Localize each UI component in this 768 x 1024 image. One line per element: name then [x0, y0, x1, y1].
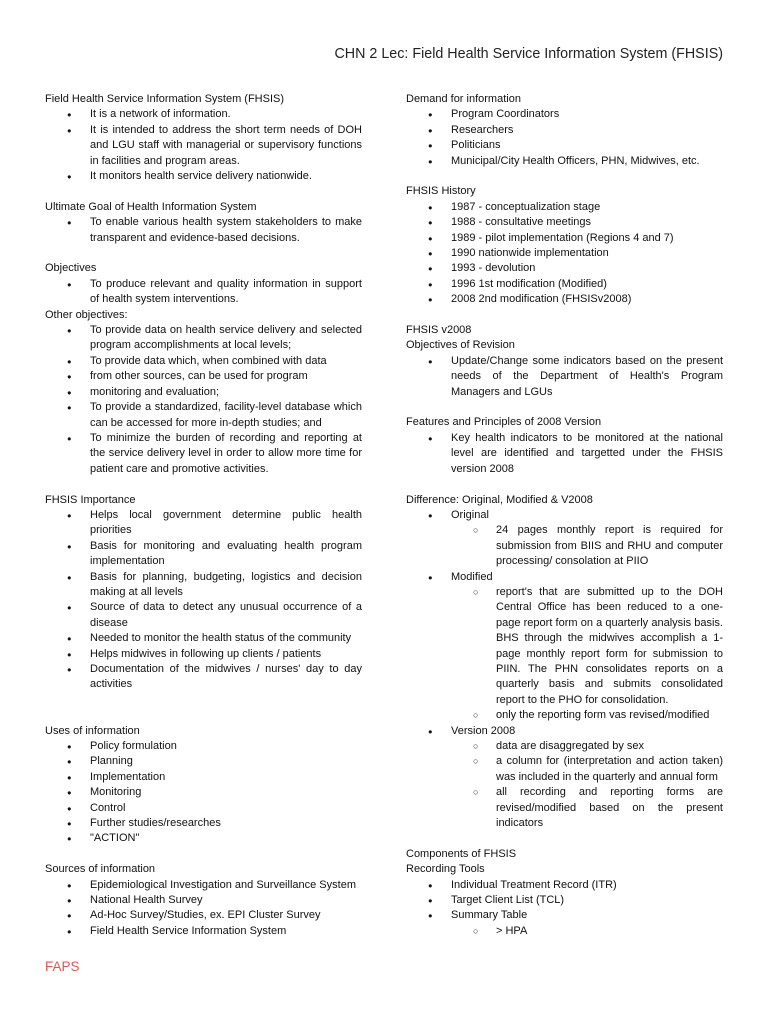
list-item-label: ● Original [451, 508, 489, 521]
v2008-section [406, 323, 723, 400]
bullet-list [406, 354, 723, 400]
list-item: ● 1988 - consultative meetings [406, 215, 723, 230]
list-item: ● "ACTION" [45, 831, 362, 846]
nested-list-item: ○ report's that are submitted up to the DOH Central Office has been reduced to a one-page report form on a quarterly analysis basis. BHS through the midwives accomplish a 1- page monthly report form for submission to PIIN. The PHN consolidates reports on a quarterly basis and submits consolidated report to the PHO for consolidation. [406, 585, 723, 708]
list-item: ● 1996 1st modification (Modified) [406, 277, 723, 292]
list-item: ● Individual Treatment Record (ITR) [406, 878, 723, 893]
nested-list-item: ○ data are disaggregated by sex [406, 739, 723, 754]
list-item: ● It is intended to address the short term needs of DOH and LGU staff with managerial or supervisory functions in facilities and program areas. [45, 123, 362, 169]
list-item: ● Summary Table [406, 908, 723, 923]
section-heading: Uses of information [45, 724, 140, 737]
list-item: ● Program Coordinators [406, 107, 723, 122]
list-item: ● 1990 nationwide implementation [406, 246, 723, 261]
list-item: ● Basis for planning, budgeting, logistics and decision making at all levels [45, 570, 362, 601]
bullet-list [406, 724, 723, 739]
list-item: ● Researchers [406, 123, 723, 138]
bullet-list [45, 878, 362, 940]
list-item: ● It is a network of information. [45, 107, 362, 122]
objectives-section [45, 261, 362, 477]
list-item: ● To produce relevant and quality information in support of health system interventions. [45, 277, 362, 308]
features-section [406, 415, 723, 477]
history-section [406, 184, 723, 307]
bullet-list [406, 107, 723, 169]
page-title: CHN 2 Lec: Field Health Service Information System (FHSIS) [334, 46, 723, 62]
fhsis-definition-section [45, 92, 362, 184]
list-item: ● Further studies/researches [45, 816, 362, 831]
list-item-modified [406, 570, 723, 585]
section-heading: Field Health Service Information System (FHSIS) [45, 93, 285, 105]
section-heading: Demand for information [406, 93, 521, 105]
bullet-list [406, 431, 723, 477]
list-item: ● from other sources, can be used for program [45, 369, 362, 384]
footer-logo-text: FAPS [45, 959, 80, 974]
demand-section [406, 92, 723, 169]
list-item: ● Needed to monitor the health status of the community [45, 631, 362, 646]
bullet-list [406, 878, 723, 924]
right-column [406, 92, 723, 939]
nested-list [406, 585, 723, 724]
bullet-list [45, 739, 362, 847]
list-item: ● Implementation [45, 770, 362, 785]
nested-list [406, 924, 723, 939]
list-item: ● 2008 2nd modification (FHSISv2008) [406, 292, 723, 307]
list-item: ● Control [45, 801, 362, 816]
list-item-original [406, 508, 723, 523]
bullet-list [406, 508, 723, 523]
list-item-version-2008 [406, 724, 723, 739]
list-item: ● monitoring and evaluation; [45, 385, 362, 400]
importance-section [45, 493, 362, 693]
section-heading: FHSIS History [406, 185, 476, 198]
list-item: ● Basis for monitoring and evaluating health program implementation [45, 539, 362, 570]
list-item-label: ● Version 2008 [451, 724, 516, 737]
list-item: ● Policy formulation [45, 739, 362, 754]
list-item: ● To provide data on health service delivery and selected program accomplishments at local levels; [45, 323, 362, 354]
list-item: ● Planning [45, 754, 362, 769]
nested-list-item: ○ a column for (interpretation and action taken) was included in the quarterly and annual form [406, 754, 723, 785]
components-section [406, 847, 723, 939]
section-heading: Ultimate Goal of Health Information System [45, 200, 257, 213]
ultimate-goal-section [45, 200, 362, 246]
bullet-list [45, 323, 362, 477]
bullet-list [45, 215, 362, 246]
subsection-heading: Objectives of Revision [406, 339, 515, 352]
bullet-list [45, 107, 362, 184]
section-heading: FHSIS v2008 [406, 324, 472, 337]
list-item: ● Field Health Service Information System [45, 924, 362, 939]
nested-list [406, 523, 723, 569]
section-heading: Objectives [45, 262, 97, 275]
section-heading: Features and Principles of 2008 Version [406, 416, 602, 429]
list-item: ● Epidemiological Investigation and Surveillance System [45, 878, 362, 893]
list-item: ● Monitoring [45, 785, 362, 800]
list-item: ● Target Client List (TCL) [406, 893, 723, 908]
list-item: ● Source of data to detect any unusual occurrence of a disease [45, 600, 362, 631]
list-item: ● 1993 - devolution [406, 261, 723, 276]
section-heading: Components of FHSIS [406, 847, 517, 860]
nested-list-item: ○ > HPA [406, 924, 723, 939]
section-heading: FHSIS Importance [45, 493, 136, 506]
left-column [45, 92, 362, 939]
list-item-label: ● Modified [451, 570, 493, 583]
list-item: ● Documentation of the midwives / nurses' day to day activities [45, 662, 362, 693]
section-heading: Sources of information [45, 863, 156, 876]
list-item: ● To provide data which, when combined with data [45, 354, 362, 369]
nested-list-item: ○ 24 pages monthly report is required for submission from BIIS and RHU and computer processing/ consolation at PIIO [406, 523, 723, 569]
list-item: ● To enable various health system stakeholders to make transparent and evidence-based decisions. [45, 215, 362, 246]
list-item: ● Key health indicators to be monitored at the national level are identified and targetted under the FHSIS version 2008 [406, 431, 723, 477]
list-item: ● 1987 - conceptualization stage [406, 200, 723, 215]
list-item: ● Municipal/City Health Officers, PHN, Midwives, etc. [406, 154, 723, 169]
uses-section [45, 724, 362, 847]
list-item: ● 1989 - pilot implementation (Regions 4 and 7) [406, 231, 723, 246]
bullet-list [45, 277, 362, 308]
subsection-heading: Other objectives: [45, 308, 128, 321]
sources-section [45, 862, 362, 939]
difference-section [406, 493, 723, 832]
list-item: ● It monitors health service delivery nationwide. [45, 169, 362, 184]
list-item: ● Helps local government determine public health priorities [45, 508, 362, 539]
bullet-list [406, 570, 723, 585]
bullet-list [45, 508, 362, 693]
list-item: ● Politicians [406, 138, 723, 153]
list-item: ● Helps midwives in following up clients / patients [45, 647, 362, 662]
list-item: ● Ad-Hoc Survey/Studies, ex. EPI Cluster Survey [45, 908, 362, 923]
section-heading: Difference: Original, Modified & V2008 [406, 493, 593, 506]
nested-list-item: ○ only the reporting form vas revised/modified [406, 708, 723, 723]
nested-list [406, 739, 723, 831]
subsection-heading: Recording Tools [406, 863, 485, 876]
list-item: ● To minimize the burden of recording and reporting at the service delivery level in order to allow more time for patient care and promotive activities. [45, 431, 362, 477]
nested-list-item: ○ all recording and reporting forms are revised/modified based on the present indicators [406, 785, 723, 831]
list-item: ● Update/Change some indicators based on the present needs of the Department of Health's Program Managers and LGUs [406, 354, 723, 400]
bullet-list [406, 200, 723, 308]
list-item: ● National Health Survey [45, 893, 362, 908]
list-item: ● To provide a standardized, facility-level database which can be accessed for more in-depth studies; and [45, 400, 362, 431]
